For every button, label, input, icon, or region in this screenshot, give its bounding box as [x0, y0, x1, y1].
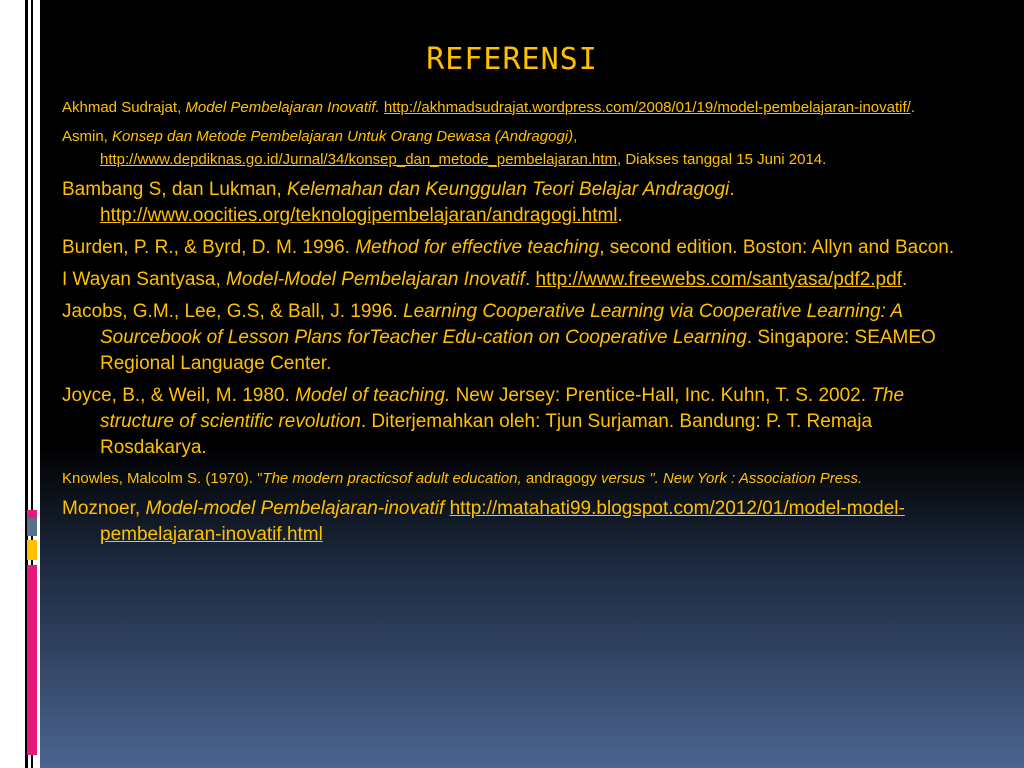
ref-tail: , second edition. Boston: Allyn and Bacon. [599, 237, 955, 258]
ref-title-2: versus ". New York : Association Press. [600, 470, 863, 487]
ref-tail: . Singapore: SEAMEO Regional Language Center. [100, 327, 936, 374]
decor-accent-gold [27, 540, 37, 560]
ref-title: Learning Cooperative Learning via Cooperative Learning: A Sourcebook of Lesson Plans forTeacher Edu-cation on Cooperative Learning [100, 301, 903, 348]
reference-moznoer [62, 496, 962, 548]
ref-author: Jacobs, G.M., Lee, G.S, & Ball, J. 1996. [62, 301, 404, 322]
ref-tail: . Diterjemahkan oleh: Tjun Surjaman. Bandung: P. T. Remaja Rosdakarya. [100, 411, 873, 458]
ref-tail: . [617, 205, 623, 226]
ref-title: Konsep dan Metode Pembelajaran Untuk Orang Dewasa (Andragogi) [112, 128, 574, 145]
reference-joyce [62, 383, 962, 461]
ref-title: Model Pembelajaran Inovatif. [185, 99, 380, 116]
ref-mid: andragogy [521, 470, 601, 487]
ref-tail: . [910, 99, 915, 116]
reference-knowles [62, 467, 962, 490]
reference-asmin [62, 125, 962, 171]
ref-title: Model-Model Pembelajaran Inovatif [226, 269, 525, 290]
ref-author: Moznoer, [62, 498, 146, 519]
ref-author: Joyce, B., & Weil, M. 1980. [62, 385, 296, 406]
ref-link[interactable]: http://www.freewebs.com/santyasa/pdf2.pdf [535, 269, 902, 290]
ref-link[interactable]: http://matahati99.blogspot.com/2012/01/model-model-pembelajaran-inovatif.html [100, 498, 905, 545]
decor-accent-pink [27, 565, 37, 755]
ref-author: Burden, P. R., & Byrd, D. M. 1996. [62, 237, 356, 258]
ref-author: Knowles, Malcolm S. (1970). " [62, 470, 263, 487]
reference-santyasa [62, 267, 962, 293]
ref-link[interactable]: http://akhmadsudrajat.wordpress.com/2008/01/19/model-pembelajaran-inovatif/ [383, 99, 911, 116]
reference-bambang [62, 177, 962, 229]
ref-link[interactable]: http://www.oocities.org/teknologipembelajaran/andragogi.html [100, 205, 618, 226]
ref-title: Model-model Pembelajaran-inovatif [145, 498, 445, 519]
ref-author: Asmin, [62, 128, 113, 145]
ref-author: Bambang S, dan Lukman, [62, 179, 287, 200]
ref-tail: , Diakses tanggal 15 Juni 2014. [617, 151, 827, 168]
ref-sep: . [524, 269, 536, 290]
ref-author: Akhmad Sudrajat, [62, 99, 186, 116]
ref-sep: . [729, 179, 735, 200]
reference-sudrajat [62, 96, 962, 119]
ref-link[interactable]: http://www.depdiknas.go.id/Jurnal/34/konsep_dan_metode_pembelajaran.htm [100, 151, 618, 168]
decor-accent-gray [27, 518, 37, 536]
ref-title-2: The structure of scientific revolution [100, 385, 905, 432]
ref-title: The modern practicsof adult education, [262, 470, 522, 487]
ref-title: Model of teaching. [295, 385, 451, 406]
ref-author: I Wayan Santyasa, [62, 269, 227, 290]
reference-burden [62, 235, 962, 261]
ref-tail: . [901, 269, 908, 290]
ref-mid: New Jersey: Prentice-Hall, Inc. Kuhn, T. S. 2002. [450, 385, 872, 406]
reference-list [62, 96, 962, 554]
decor-accent-red [27, 510, 37, 518]
ref-sep: , [573, 128, 578, 145]
reference-jacobs [62, 299, 962, 377]
slide-title: REFERENSI [426, 42, 598, 77]
ref-title: Method for effective teaching [355, 237, 600, 258]
ref-title: Kelemahan dan Keunggulan Teori Belajar Andragogi [286, 179, 730, 200]
